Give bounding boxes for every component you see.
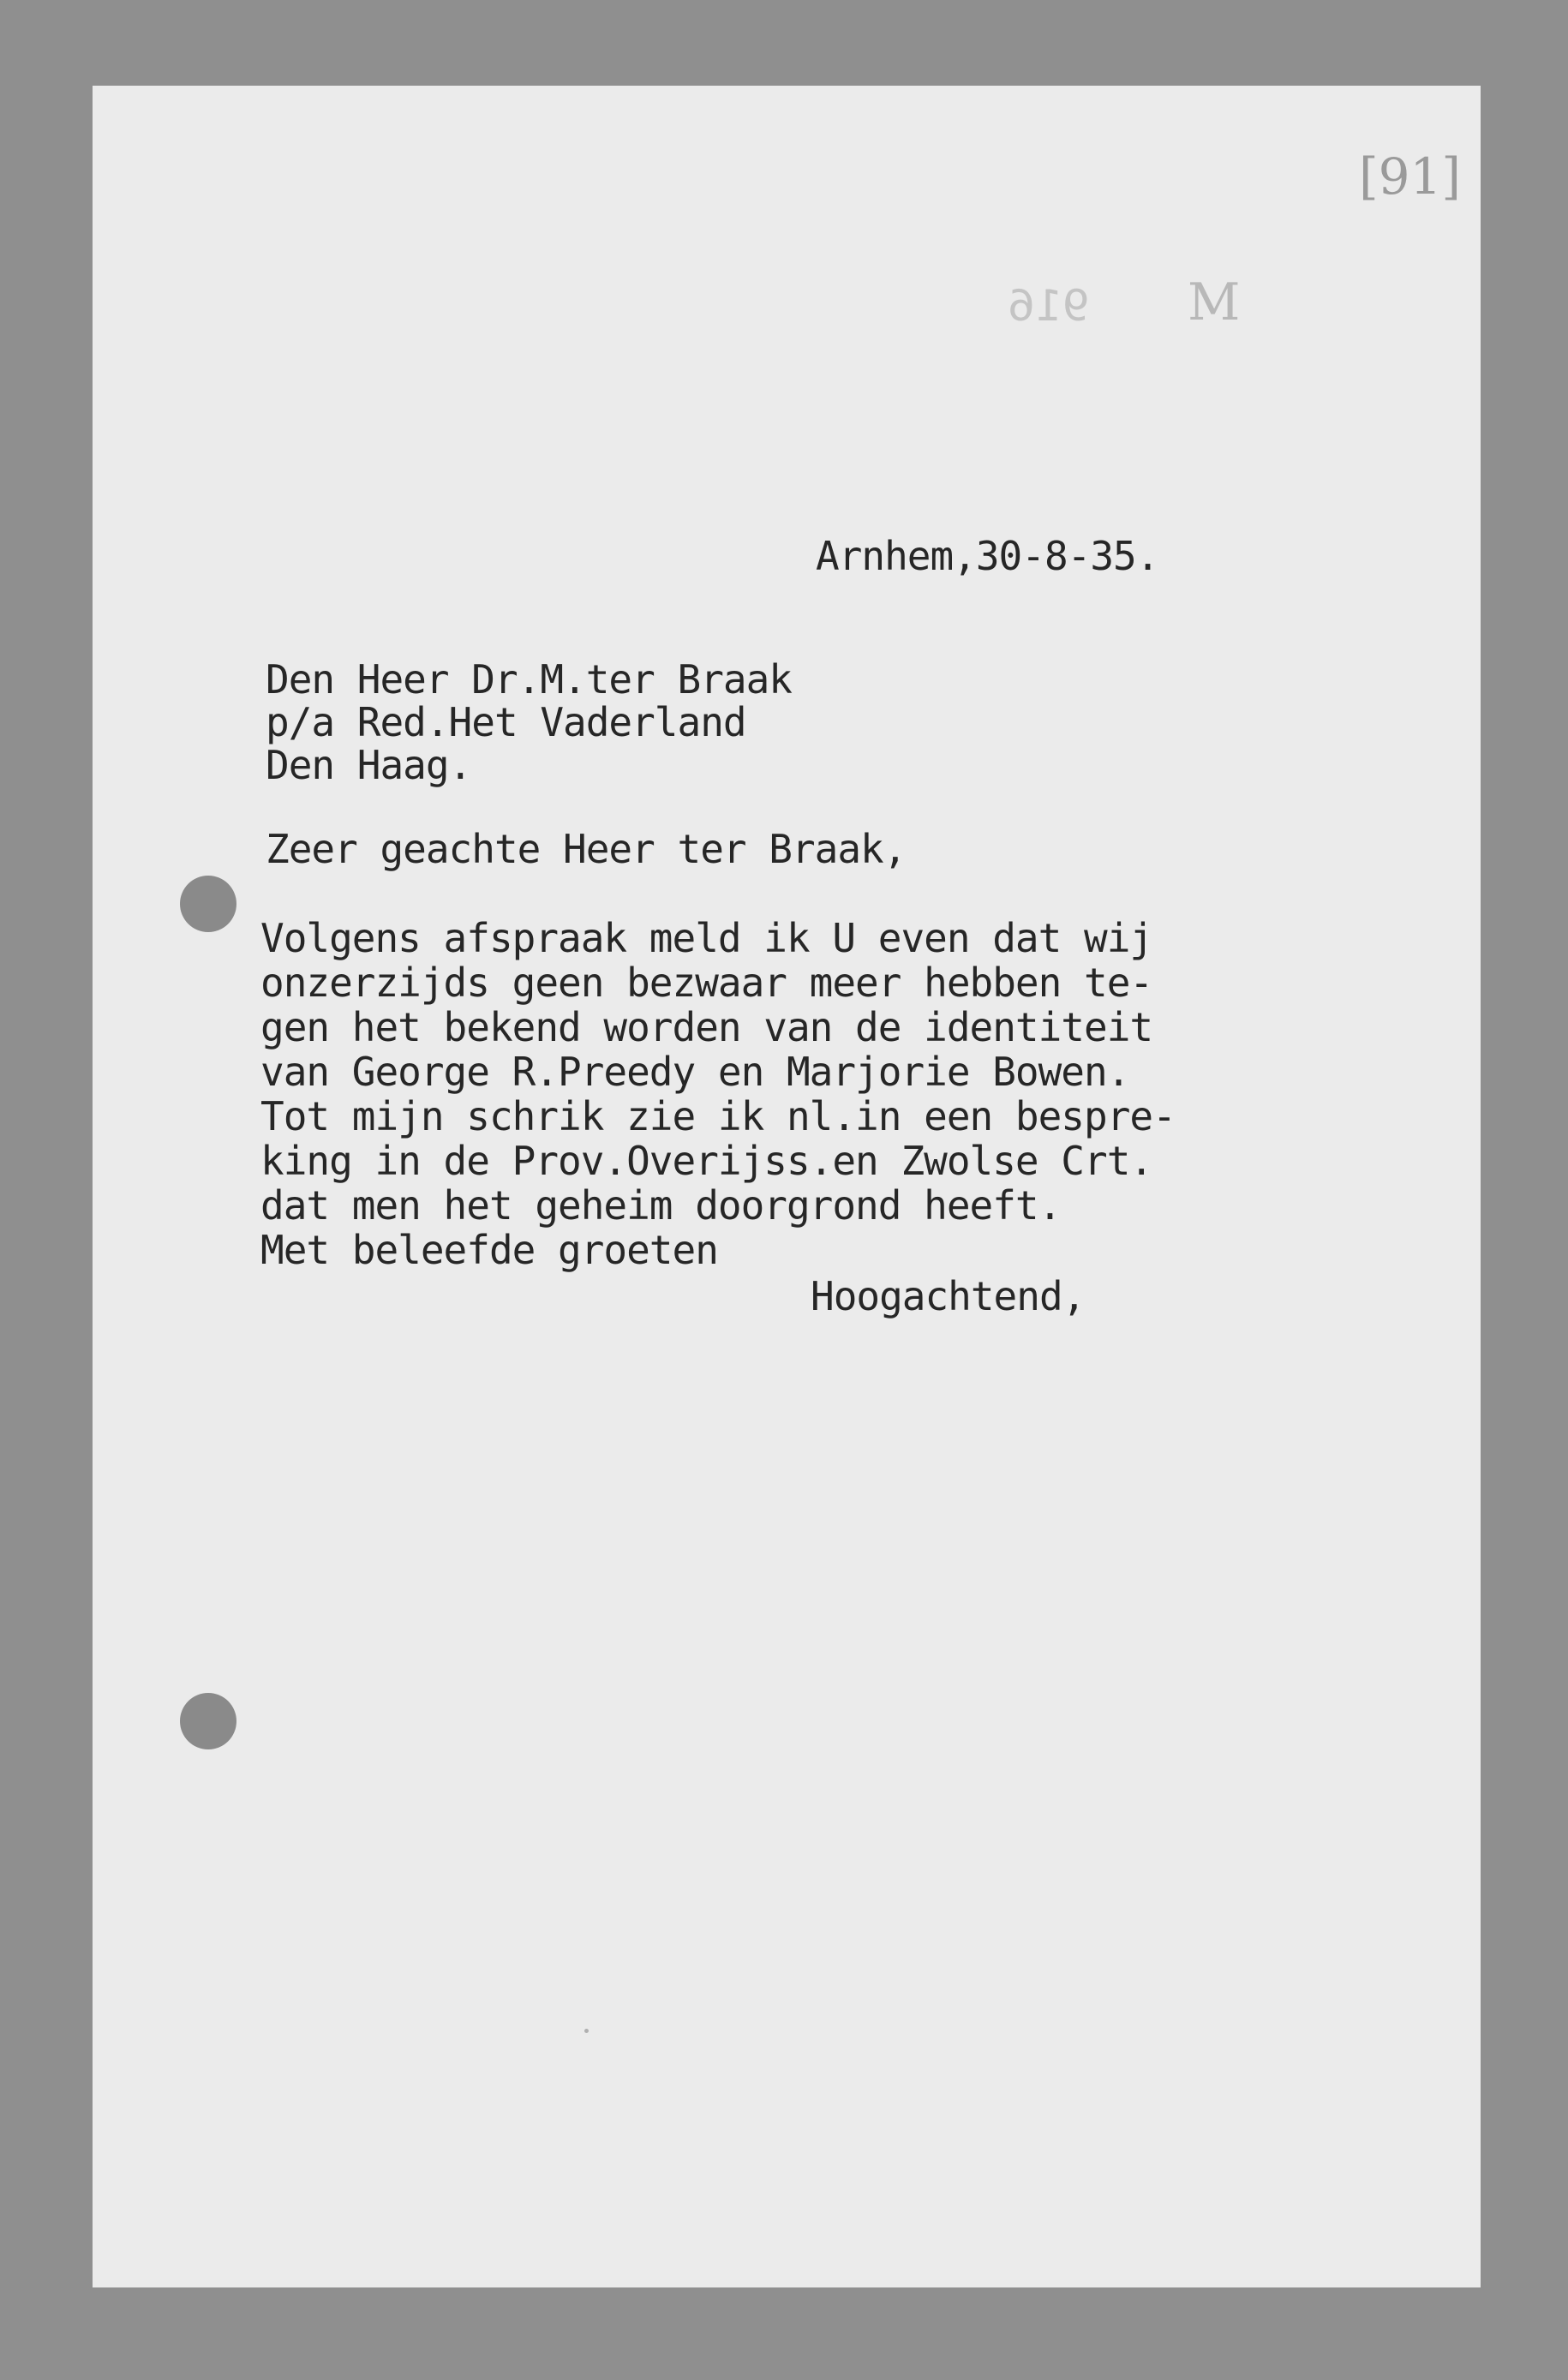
body-line: Met beleefde groeten	[260, 1227, 718, 1273]
letter-sheet	[93, 86, 1481, 2287]
punch-hole-lower	[180, 1693, 236, 1749]
punch-hole-upper	[180, 876, 236, 932]
body-line: van George R.Preedy en Marjorie Bowen.	[260, 1049, 1130, 1095]
body-line: king in de Prov.Overijss.en Zwolse Crt.	[260, 1138, 1153, 1184]
paper-speck	[584, 2029, 589, 2033]
body-line: Tot mijn schrik zie ik nl.in een bespre-	[260, 1093, 1176, 1139]
body-line: Volgens afspraak meld ik U even dat wij	[260, 915, 1153, 961]
address-line: p/a Red.Het Vaderland	[266, 699, 746, 745]
body-line: onzerzijds geen bezwaar meer hebben te-	[260, 960, 1153, 1006]
catalog-number: 916	[1008, 281, 1090, 331]
archive-number: [91]	[1359, 147, 1462, 206]
letter-place-date: Arnhem,30-8-35.	[816, 533, 1159, 579]
body-line: gen het bekend worden van de identiteit	[260, 1004, 1153, 1050]
address-line: Den Haag.	[266, 742, 472, 788]
monogram-stamp: M	[1188, 272, 1241, 332]
closing: Hoogachtend,	[811, 1273, 1086, 1319]
body-line: dat men het geheim doorgrond heeft.	[260, 1182, 1062, 1229]
salutation: Zeer geachte Heer ter Braak,	[266, 826, 907, 872]
address-line: Den Heer Dr.M.ter Braak	[266, 656, 792, 703]
